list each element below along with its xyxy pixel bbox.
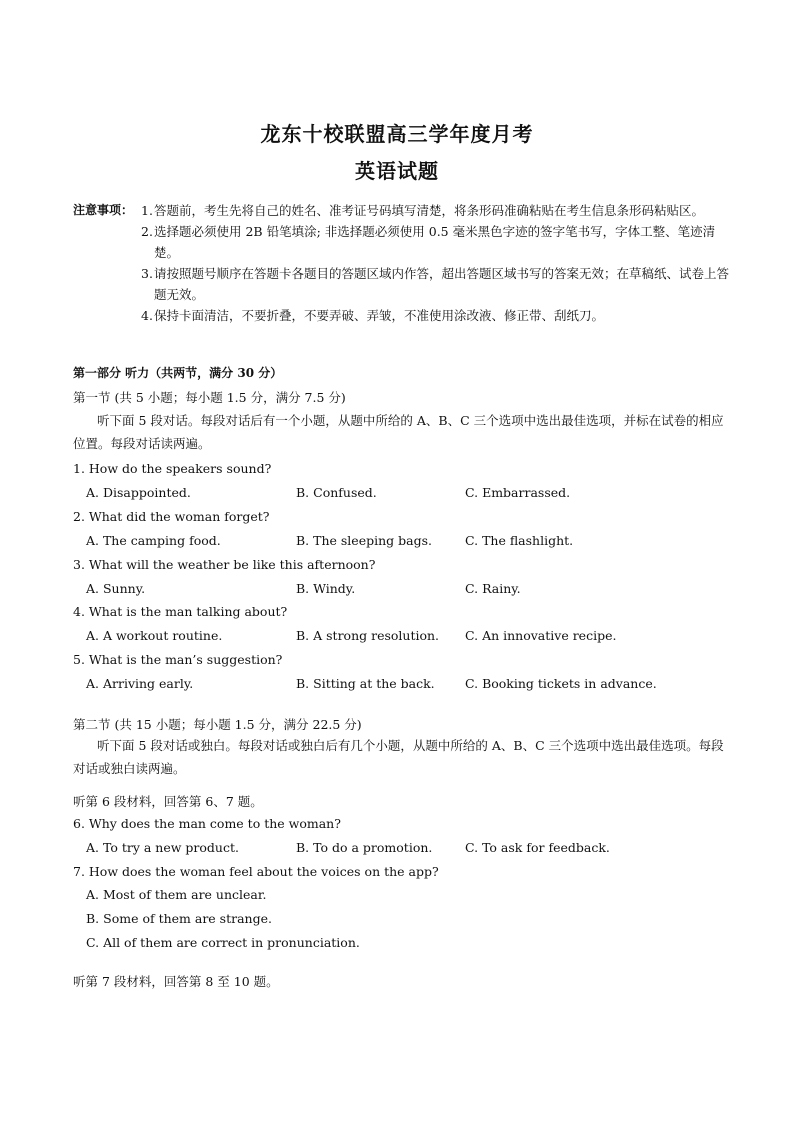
question-6: 6. Why does the man come to the woman?: [73, 816, 341, 831]
notice-item-number: 3.: [141, 266, 153, 281]
question-1: 1. How do the speakers sound?: [73, 461, 272, 476]
question-1-option-c: C. Embarrassed.: [465, 485, 571, 500]
question-5-option-b: B. Sitting at the back.: [296, 676, 435, 691]
question-3-option-c: C. Rainy.: [465, 581, 521, 596]
question-2-option-a: A. The camping food.: [86, 533, 221, 548]
notice-label: 注意事项：: [73, 203, 134, 217]
exam-title: 龙东十校联盟高三学年度月考: [260, 122, 534, 146]
question-2-option-c: C. The flashlight.: [465, 533, 574, 548]
notice-item-text: 答题前，考生先将自己的姓名、准考证号码填写清楚，将条形码准确粘贴在考生信息条形码粘贴区。: [154, 203, 705, 218]
question-5: 5. What is the man’s suggestion?: [73, 652, 283, 667]
exam-subtitle: 英语试题: [355, 159, 439, 183]
part1-heading: 第一部分 听力（共两节，满分 30 分）: [73, 366, 283, 380]
question-7-option-a: A. Most of them are unclear.: [86, 887, 267, 902]
notice-item-number: 2.: [141, 224, 153, 239]
question-6-option-c: C. To ask for feedback.: [465, 840, 610, 855]
material-7-heading: 听第 7 段材料，回答第 8 至 10 题。: [73, 974, 279, 989]
question-2-option-b: B. The sleeping bags.: [296, 533, 432, 548]
question-1-option-a: A. Disappointed.: [86, 485, 191, 500]
question-7: 7. How does the woman feel about the voices on the app?: [73, 864, 439, 879]
section1-instruction: 听下面 5 段对话。每段对话后有一个小题，从题中所给的 A、B、C 三个选项中选出最佳选项，并标在试卷的相应位置。每段对话读两遍。: [73, 413, 724, 451]
notice-item: [141, 305, 733, 326]
notice-item-number: 1.: [141, 203, 153, 218]
question-3-option-a: A. Sunny.: [86, 581, 146, 596]
question-4-option-b: B. A strong resolution.: [296, 628, 440, 643]
notice-item: [141, 221, 733, 263]
section2-heading: 第二节 (共 15 小题；每小题 1.5 分，满分 22.5 分): [73, 717, 362, 732]
section2-instruction: 听下面 5 段对话或独白。每段对话或独白后有几个小题，从题中所给的 A、B、C 三个选项中选出最佳选项。每段对话或独白读两遍。: [73, 738, 724, 776]
question-3: 3. What will the weather be like this afternoon?: [73, 557, 376, 572]
question-7-option-c: C. All of them are correct in pronunciation.: [86, 935, 360, 950]
notice-item-text: 选择题必须使用 2B 铅笔填涂; 非选择题必须使用 0.5 毫米黑色字迹的签字笔书写，字体工整、笔迹清楚。: [154, 224, 716, 260]
question-6-option-a: A. To try a new product.: [86, 840, 239, 855]
section1-heading: 第一节 (共 5 小题；每小题 1.5 分，满分 7.5 分): [73, 390, 346, 405]
notice-item-number: 4.: [141, 308, 153, 323]
question-6-option-b: B. To do a promotion.: [296, 840, 433, 855]
question-4: 4. What is the man talking about?: [73, 604, 288, 619]
notice-item: [141, 263, 733, 305]
material-6-heading: 听第 6 段材料，回答第 6、7 题。: [73, 794, 263, 809]
question-5-option-c: C. Booking tickets in advance.: [465, 676, 657, 691]
notice-item-text: 保持卡面清洁，不要折叠，不要弄破、弄皱，不准使用涂改液、修正带、刮纸刀。: [154, 308, 605, 323]
question-4-option-a: A. A workout routine.: [86, 628, 223, 643]
question-1-option-b: B. Confused.: [296, 485, 377, 500]
notice-item: [141, 200, 733, 221]
question-2: 2. What did the woman forget?: [73, 509, 270, 524]
question-4-option-c: C. An innovative recipe.: [465, 628, 617, 643]
question-5-option-a: A. Arriving early.: [86, 676, 194, 691]
question-7-option-b: B. Some of them are strange.: [86, 911, 272, 926]
notice-list: [141, 200, 733, 326]
notice-item-text: 请按照题号顺序在答题卡各题目的答题区域内作答，超出答题区域书写的答案无效；在草稿纸、试卷上答题无效。: [154, 266, 730, 302]
question-3-option-b: B. Windy.: [296, 581, 356, 596]
